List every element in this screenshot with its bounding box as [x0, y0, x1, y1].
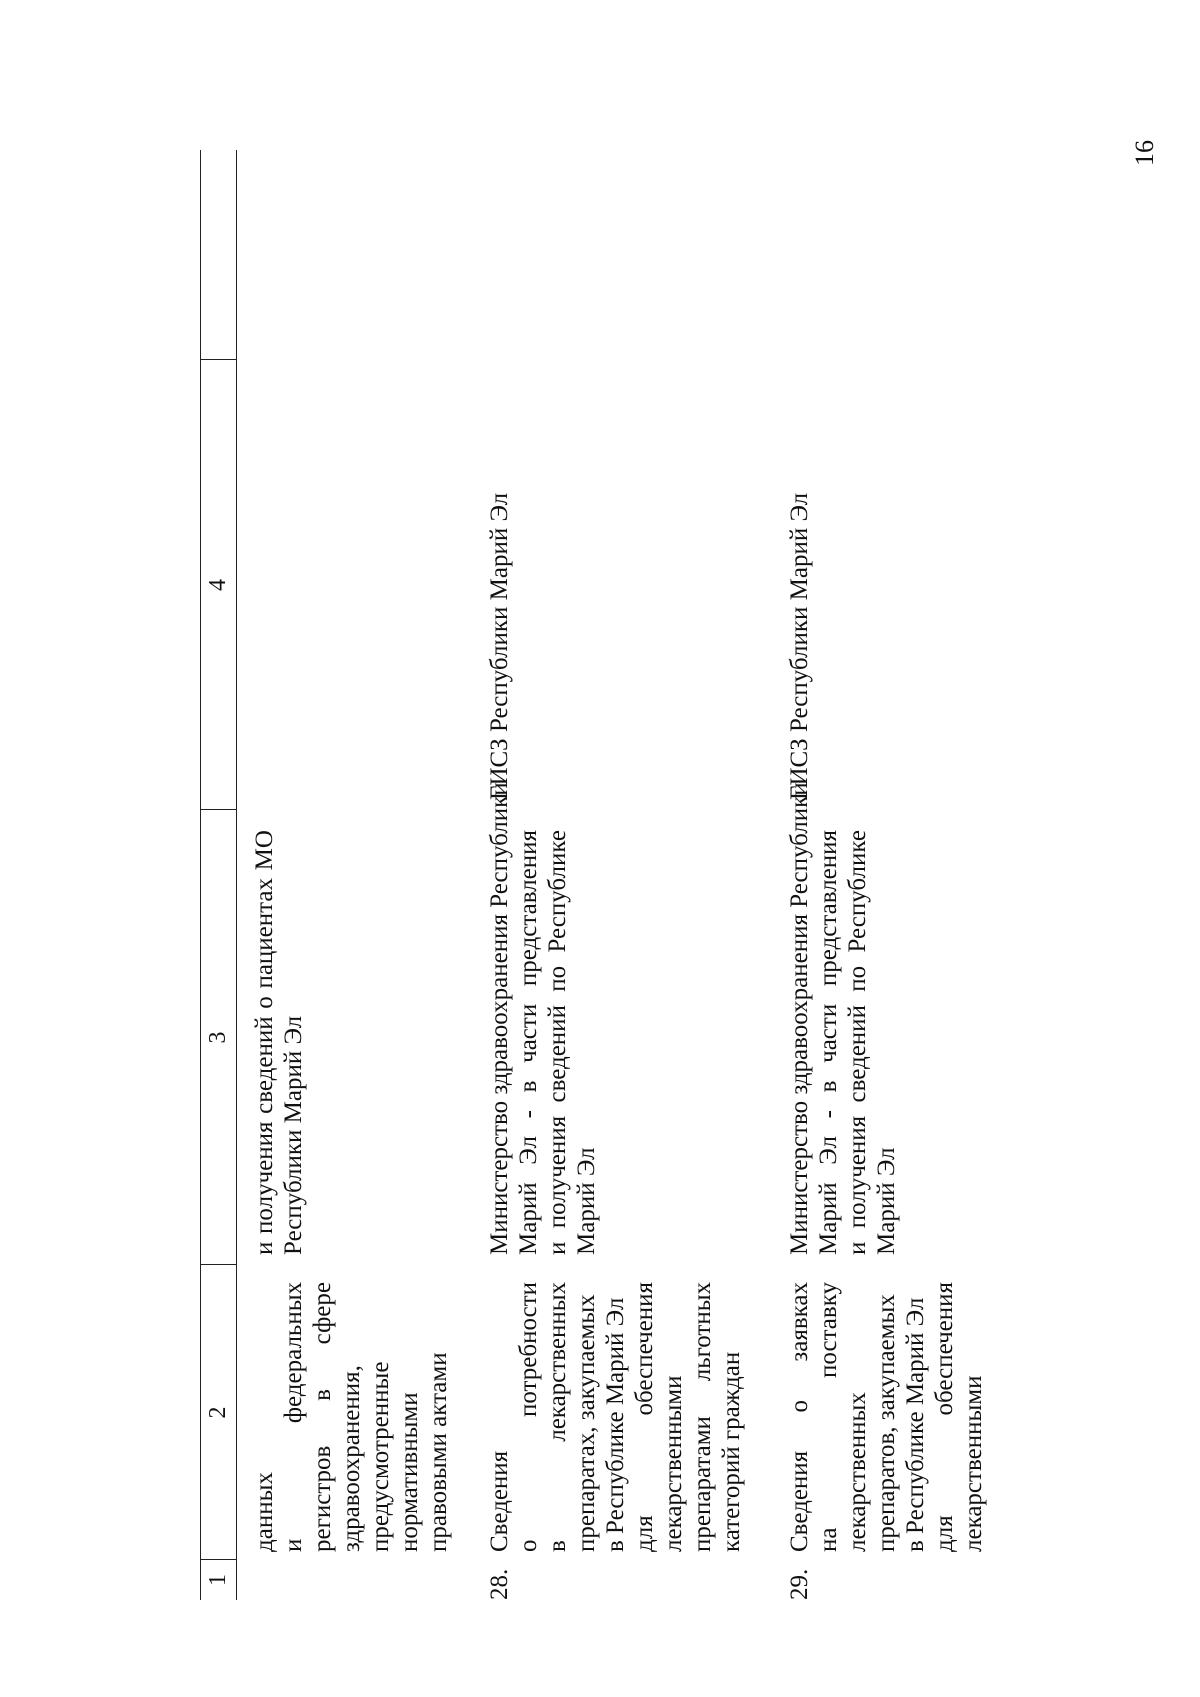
- row-name: Сведения о потребности в лекарственных препаратах, закупаемых в Республике Марий Эл для обеспечения лекарственными препаратами льготных категорий граждан: [486, 1282, 745, 1552]
- data-table: [200, 150, 987, 1600]
- column-header-2: 2: [205, 1406, 231, 1419]
- row-provider: Министерство здравоохранения Республики Марий Эл - в части представления и получения сведений по Республике Марий Эл: [486, 782, 600, 1255]
- table-header: [200, 150, 237, 1600]
- column-header-4: 4: [205, 579, 231, 591]
- column-header-3: 3: [205, 1031, 231, 1044]
- row-system: ГИСЗ Республики Марий Эл: [486, 492, 513, 800]
- column-header-1: 1: [205, 1574, 231, 1586]
- page-number: 16: [1130, 140, 1159, 166]
- row-provider: и получения сведений о пациентах МО Республики Марий Эл: [251, 830, 307, 1255]
- row-system: ГИСЗ Республики Марий Эл: [786, 492, 813, 800]
- row-name: данных и федеральных регистров в сфере здравоохранения, предусмотренные нормативными правовыми актами: [251, 1282, 452, 1552]
- rotated-page: [200, 150, 1200, 1600]
- row-name: Сведения о заявках на поставку лекарственных препаратов, закупаемых в Республике Марий Эл для обеспечения лекарственными: [786, 1282, 987, 1552]
- row-number: 28.: [486, 1568, 513, 1600]
- row-number: 29.: [786, 1568, 813, 1600]
- row-provider: Министерство здравоохранения Республики Марий Эл - в части представления и получения сведений по Республике Марий Эл: [786, 782, 900, 1255]
